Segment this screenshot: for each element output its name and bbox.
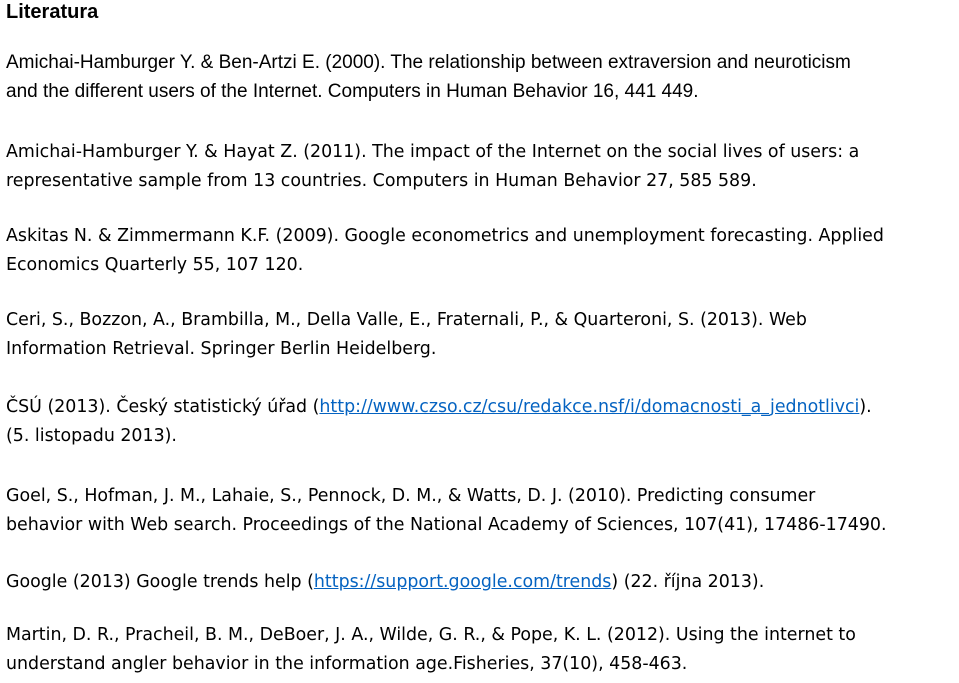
- reference-line: (5. listopadu 2013).: [6, 426, 177, 446]
- reference-line: Information Retrieval. Springer Berlin Heidelberg.: [6, 339, 437, 359]
- reference-line: understand angler behavior in the information age.Fisheries, 37(10), 458-463.: [6, 654, 688, 674]
- reference-entry: [6, 393, 956, 451]
- reference-line: and the different users of the Internet. Computers in Human Behavior 16, 441 449.: [6, 81, 699, 102]
- reference-text: ).: [859, 397, 872, 417]
- czso-link[interactable]: http://www.czso.cz/csu/redakce.nsf/i/domacnosti_a_jednotlivci: [319, 397, 860, 417]
- reference-entry: [6, 138, 956, 196]
- reference-line: Ceri, S., Bozzon, A., Brambilla, M., Della Valle, E., Fraternali, P., & Quarteroni, S. (2013). Web: [6, 310, 807, 330]
- reference-entry: [6, 48, 956, 106]
- reference-text: ČSÚ (2013). Český statistický úřad (: [6, 397, 320, 417]
- reference-line: Amichai-Hamburger Y. & Ben-Artzi E. (2000). The relationship between extraversion and neuroticism: [6, 52, 851, 73]
- google-trends-link[interactable]: https://support.google.com/trends: [313, 572, 612, 592]
- reference-line: behavior with Web search. Proceedings of the National Academy of Sciences, 107(41), 17486-17490.: [6, 515, 887, 535]
- reference-text: Google (2013) Google trends help (: [6, 572, 314, 592]
- reference-line: [6, 568, 956, 597]
- reference-entry: [6, 482, 956, 540]
- page-title: Literatura: [6, 1, 99, 23]
- reference-line: Askitas N. & Zimmermann K.F. (2009). Google econometrics and unemployment forecasting. Applied: [6, 226, 884, 246]
- reference-line: Martin, D. R., Pracheil, B. M., DeBoer, J. A., Wilde, G. R., & Pope, K. L. (2012). Using the internet to: [6, 625, 856, 645]
- reference-line: Economics Quarterly 55, 107 120.: [6, 255, 304, 275]
- reference-line: representative sample from 13 countries. Computers in Human Behavior 27, 585 589.: [6, 171, 757, 191]
- reference-entry: [6, 222, 956, 280]
- reference-text: ) (22. října 2013).: [611, 572, 765, 592]
- reference-line: Goel, S., Hofman, J. M., Lahaie, S., Pennock, D. M., & Watts, D. J. (2010). Predicting consumer: [6, 486, 816, 506]
- reference-line: [6, 393, 956, 422]
- references-page: [6, 0, 956, 674]
- reference-line: Amichai-Hamburger Y. & Hayat Z. (2011). The impact of the Internet on the social lives of users: a: [6, 142, 860, 162]
- reference-entry: [6, 621, 956, 679]
- reference-entry: [6, 306, 956, 364]
- reference-entry: [6, 568, 956, 597]
